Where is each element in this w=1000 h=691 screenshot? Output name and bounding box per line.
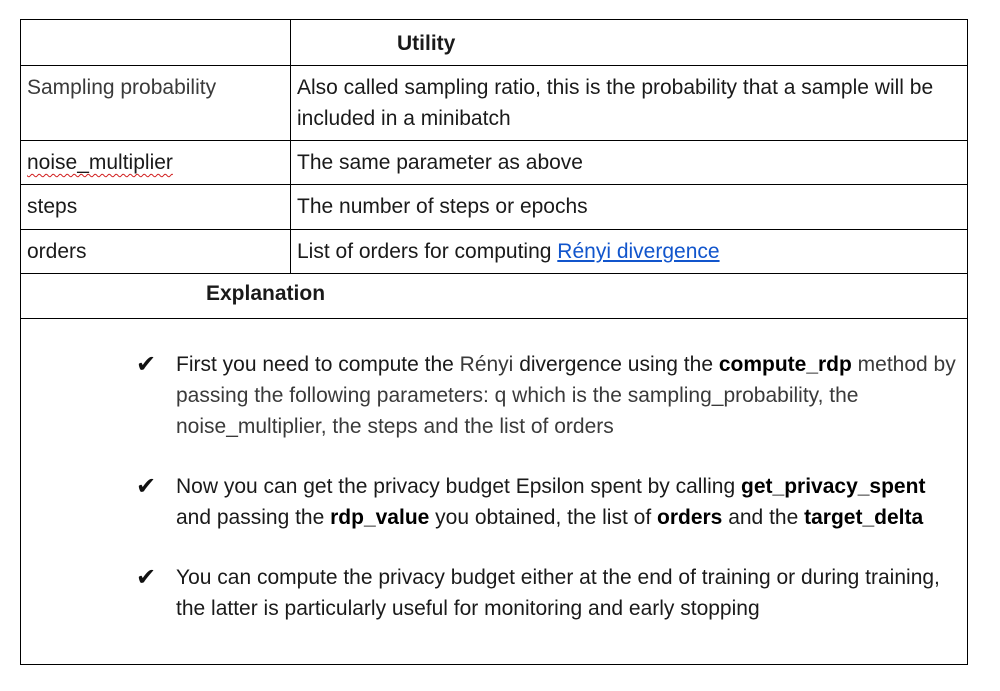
header-left-cell	[21, 20, 291, 65]
table-row	[21, 185, 967, 230]
list-item	[136, 471, 957, 533]
spellcheck-underlined-text: noise_multiplier	[27, 151, 173, 174]
bullet-text: and the	[722, 506, 805, 529]
bullet-text: First you need to compute the	[176, 353, 460, 376]
renyi-divergence-link[interactable]: Rényi divergence	[557, 240, 720, 263]
param-description: The same parameter as above	[297, 151, 583, 174]
bullet-text: method by passing the following parameters: q which is the sampling_probability, the noise_multiplier, the steps and the list of orders	[176, 353, 956, 438]
explanation-body	[21, 319, 967, 666]
table-row	[21, 66, 967, 141]
param-description	[291, 230, 967, 273]
param-name-steps: steps	[21, 185, 291, 229]
description-text: List of orders for computing	[297, 240, 558, 263]
bullet-bold-text: rdp_value	[330, 506, 430, 529]
param-description: Also called sampling ratio, this is the probability that a sample will be included in a minibatch	[297, 76, 934, 130]
bullet-text: and passing the	[176, 506, 331, 529]
param-name-orders: orders	[21, 230, 291, 273]
parameters-table	[20, 19, 968, 665]
param-name-sampling-probability: Sampling probability	[21, 66, 291, 140]
utility-heading: Utility	[397, 32, 456, 55]
header-right-cell	[291, 20, 967, 65]
checkmark-icon: ✔	[136, 351, 157, 378]
bullet-list	[136, 349, 957, 653]
checkmark-icon: ✔	[136, 473, 157, 500]
bullet-text: Rényi	[459, 353, 514, 376]
param-name-noise-multiplier	[21, 141, 291, 184]
explanation-heading: Explanation	[206, 282, 326, 305]
table-header-row	[21, 20, 967, 66]
bullet-text: divergence using the	[513, 353, 719, 376]
bullet-bold-text: target_delta	[804, 506, 924, 529]
bullet-bold-text: orders	[657, 506, 723, 529]
bullet-text: Now you can get the privacy budget Epsilon spent by calling	[176, 475, 742, 498]
table-row	[21, 141, 967, 185]
bullet-bold-text: compute_rdp	[718, 353, 852, 376]
explanation-header-row	[21, 274, 967, 319]
param-description: The number of steps or epochs	[297, 195, 588, 218]
checkmark-icon: ✔	[136, 564, 157, 591]
table-row	[21, 230, 967, 274]
list-item	[136, 562, 957, 624]
list-item	[136, 349, 957, 442]
bullet-text: you obtained, the list of	[429, 506, 657, 529]
bullet-bold-text: get_privacy_spent	[741, 475, 926, 498]
bullet-text: You can compute the privacy budget either at the end of training or during training, the latter is particularly useful for monitoring and early stopping	[176, 566, 940, 620]
